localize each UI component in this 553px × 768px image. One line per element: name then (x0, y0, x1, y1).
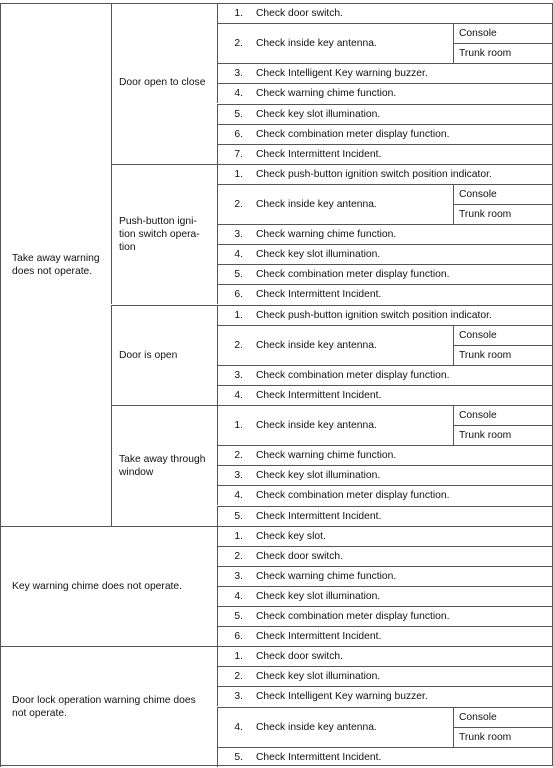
step-item (217, 244, 552, 264)
condition-label: Door is open (111, 305, 217, 406)
step-number: 5. (234, 108, 243, 120)
step-text: Check key slot illumination. (256, 108, 381, 120)
step-text: Check push-button ignition switch position indicator. (256, 168, 492, 180)
step-number: 6. (234, 631, 243, 643)
step-item (217, 305, 552, 325)
step-number: 2. (234, 38, 243, 50)
step-number: 1. (234, 168, 243, 180)
step-text: Check combination meter display function. (256, 611, 450, 623)
step-text: Check combination meter display function. (256, 369, 450, 381)
step-number: 3. (234, 68, 243, 80)
step-number: 1. (234, 309, 243, 321)
step-item (217, 164, 552, 184)
symptom-label: Door lock operation warning chime does not operate. (0, 646, 217, 767)
step-text: Check warning chime function. (256, 570, 397, 582)
step-text: Check Intelligent Key warning buzzer. (256, 691, 428, 703)
step-text: Check warning chime function. (256, 88, 397, 100)
step-text: Check combination meter display function. (256, 128, 450, 140)
step-text: Check inside key antenna. (256, 339, 377, 351)
step-item (217, 506, 552, 526)
step-number: 3. (234, 470, 243, 482)
step-number: 4. (234, 389, 243, 401)
step-number: 4. (234, 490, 243, 502)
step-item (217, 385, 552, 405)
table-border-bottom (0, 765, 553, 766)
step-item (217, 3, 552, 23)
step-text: Check door switch. (256, 651, 343, 663)
step-text: Check key slot illumination. (256, 590, 381, 602)
step-text: Check inside key antenna. (256, 721, 377, 733)
step-item (217, 124, 552, 144)
step-item (217, 104, 552, 124)
antenna-location: Console (453, 325, 552, 345)
step-item (217, 465, 552, 485)
step-text: Check combination meter display function. (256, 490, 450, 502)
antenna-location: Trunk room (453, 204, 552, 224)
step-text: Check door switch. (256, 8, 343, 20)
step-item (217, 586, 552, 606)
step-item (217, 646, 552, 666)
step-number: 5. (234, 510, 243, 522)
step-number: 4. (234, 590, 243, 602)
step-number: 4. (234, 721, 243, 733)
step-text: Check push-button ignition switch position indicator. (256, 309, 492, 321)
step-text: Check Intermittent Incident. (256, 510, 382, 522)
step-item (217, 144, 552, 164)
step-number: 1. (234, 420, 243, 432)
step-text: Check key slot. (256, 530, 326, 542)
antenna-location: Trunk room (453, 43, 552, 63)
step-text: Check Intermittent Incident. (256, 148, 382, 160)
step-text: Check warning chime function. (256, 450, 397, 462)
symptom-label: Take away warning does not operate. (0, 3, 111, 526)
antenna-location: Console (453, 184, 552, 204)
step-number: 6. (234, 128, 243, 140)
step-text: Check combination meter display function. (256, 269, 450, 281)
step-number: 6. (234, 289, 243, 301)
step-text: Check Intermittent Incident. (256, 631, 382, 643)
step-number: 2. (234, 450, 243, 462)
step-text: Check Intermittent Incident. (256, 289, 382, 301)
symptom-label: Key warning chime does not operate. (0, 526, 217, 647)
step-number: 4. (234, 249, 243, 261)
antenna-location: Console (453, 405, 552, 425)
step-number: 3. (234, 691, 243, 703)
step-item (217, 63, 552, 83)
step-item (217, 626, 552, 646)
antenna-location: Trunk room (453, 345, 552, 365)
step-item (217, 606, 552, 626)
step-number: 5. (234, 611, 243, 623)
antenna-location: Console (453, 707, 552, 727)
step-number: 7. (234, 148, 243, 160)
step-number: 2. (234, 671, 243, 683)
step-item (217, 485, 552, 505)
step-text: Check door switch. (256, 550, 343, 562)
step-number: 3. (234, 369, 243, 381)
step-number: 5. (234, 751, 243, 763)
antenna-location: Console (453, 23, 552, 43)
step-number: 2. (234, 198, 243, 210)
step-text: Check inside key antenna. (256, 38, 377, 50)
step-text: Check key slot illumination. (256, 470, 381, 482)
step-text: Check inside key antenna. (256, 198, 377, 210)
step-item (217, 365, 552, 385)
step-number: 5. (234, 269, 243, 281)
condition-label: Push-button igni- tion switch opera- tion (111, 164, 217, 305)
step-item (217, 526, 552, 546)
step-text: Check Intelligent Key warning buzzer. (256, 68, 428, 80)
step-number: 1. (234, 530, 243, 542)
antenna-location: Trunk room (453, 727, 552, 747)
step-item (217, 224, 552, 244)
step-text: Check key slot illumination. (256, 249, 381, 261)
step-item (217, 284, 552, 304)
step-number: 1. (234, 8, 243, 20)
step-text: Check warning chime function. (256, 229, 397, 241)
antenna-location: Trunk room (453, 425, 552, 445)
step-item (217, 83, 552, 103)
step-text: Check inside key antenna. (256, 420, 377, 432)
step-text: Check Intermittent Incident. (256, 389, 382, 401)
step-number: 4. (234, 88, 243, 100)
step-text: Check Intermittent Incident. (256, 751, 382, 763)
step-number: 2. (234, 339, 243, 351)
condition-label: Door open to close (111, 3, 217, 164)
step-number: 1. (234, 651, 243, 663)
step-item (217, 666, 552, 686)
step-item (217, 747, 552, 767)
step-item (217, 566, 552, 586)
step-item (217, 686, 552, 706)
step-item (217, 264, 552, 284)
step-item (217, 546, 552, 566)
step-number: 3. (234, 229, 243, 241)
condition-label: Take away through window (111, 405, 217, 526)
step-item (217, 445, 552, 465)
step-number: 3. (234, 570, 243, 582)
step-number: 2. (234, 550, 243, 562)
step-text: Check key slot illumination. (256, 671, 381, 683)
